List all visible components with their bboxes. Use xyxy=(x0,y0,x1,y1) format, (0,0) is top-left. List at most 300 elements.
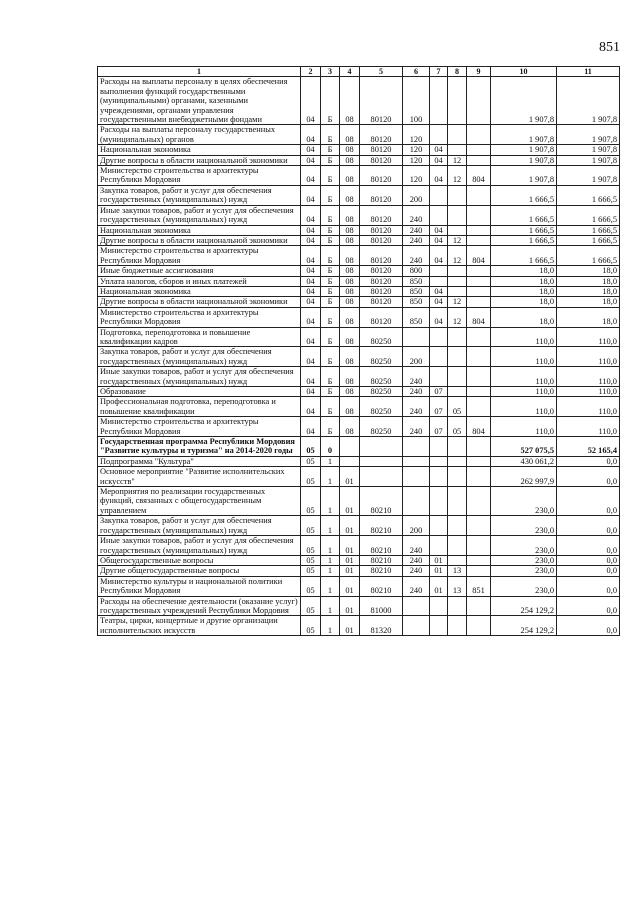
amount-2019: 1 907,8 xyxy=(491,125,557,145)
direction-code: 80210 xyxy=(360,536,403,556)
program-code: Б xyxy=(321,276,340,286)
program-code: 1 xyxy=(321,576,340,596)
program-code: 1 xyxy=(321,616,340,636)
row-description: Иные закупки товаров, работ и услуг для обеспечения государственных (муниципальных) нужд xyxy=(98,536,301,556)
amount-2019: 1 666,5 xyxy=(491,185,557,205)
expense-type-code: 240 xyxy=(403,367,430,387)
section-code: 05 xyxy=(301,437,321,457)
subsection-code xyxy=(448,387,467,397)
row-description: Министерство строительства и архитектуры Республики Мордовия xyxy=(98,166,301,186)
program-code: Б xyxy=(321,77,340,125)
table-header xyxy=(98,67,620,77)
table-row xyxy=(98,327,620,347)
program-code: Б xyxy=(321,266,340,276)
amount-2020: 110,0 xyxy=(557,397,620,417)
amount-2020: 1 907,8 xyxy=(557,155,620,165)
chapter-code: 01 xyxy=(430,576,448,596)
page-number: 851 xyxy=(599,40,620,55)
direction-code: 80120 xyxy=(360,246,403,266)
column-header-8: 8 xyxy=(448,67,467,77)
row-description: Другие вопросы в области национальной экономики xyxy=(98,297,301,307)
column-header-5: 5 xyxy=(360,67,403,77)
chapter-code: 04 xyxy=(430,235,448,245)
program-code: 1 xyxy=(321,456,340,466)
chapter-code xyxy=(430,125,448,145)
amount-2020: 110,0 xyxy=(557,347,620,367)
column-header-10: 10 xyxy=(491,67,557,77)
chapter-code xyxy=(430,437,448,457)
direction-code: 80210 xyxy=(360,555,403,565)
program-code: Б xyxy=(321,286,340,296)
amount-2020: 0,0 xyxy=(557,616,620,636)
subprogram-code: 01 xyxy=(340,576,360,596)
row-description: Иные закупки товаров, работ и услуг для обеспечения государственных (муниципальных) нужд xyxy=(98,367,301,387)
amount-2020: 0,0 xyxy=(557,555,620,565)
column-header-3: 3 xyxy=(321,67,340,77)
section-code: 05 xyxy=(301,516,321,536)
amount-2019: 1 907,8 xyxy=(491,145,557,155)
subsection-code: 12 xyxy=(448,297,467,307)
direction-code: 80120 xyxy=(360,155,403,165)
ministry-code xyxy=(467,555,491,565)
expense-type-code xyxy=(403,467,430,487)
ministry-code: 804 xyxy=(467,246,491,266)
amount-2020: 1 666,5 xyxy=(557,205,620,225)
section-code: 04 xyxy=(301,246,321,266)
subprogram-code: 08 xyxy=(340,77,360,125)
direction-code: 80210 xyxy=(360,576,403,596)
chapter-code xyxy=(430,596,448,616)
direction-code: 80120 xyxy=(360,307,403,327)
direction-code: 80210 xyxy=(360,516,403,536)
direction-code: 81320 xyxy=(360,616,403,636)
chapter-code xyxy=(430,276,448,286)
expense-type-code: 850 xyxy=(403,276,430,286)
table-row xyxy=(98,397,620,417)
row-description: Иные закупки товаров, работ и услуг для обеспечения государственных (муниципальных) нужд xyxy=(98,205,301,225)
amount-2019: 230,0 xyxy=(491,516,557,536)
subsection-code: 13 xyxy=(448,566,467,576)
ministry-code xyxy=(467,145,491,155)
table-row xyxy=(98,155,620,165)
table-row xyxy=(98,417,620,437)
ministry-code xyxy=(467,616,491,636)
subsection-code xyxy=(448,185,467,205)
subsection-code xyxy=(448,456,467,466)
row-description: Национальная экономика xyxy=(98,225,301,235)
table-row xyxy=(98,166,620,186)
section-code: 04 xyxy=(301,205,321,225)
program-code: 1 xyxy=(321,467,340,487)
amount-2020: 0,0 xyxy=(557,536,620,556)
program-code: Б xyxy=(321,367,340,387)
chapter-code xyxy=(430,456,448,466)
amount-2020: 0,0 xyxy=(557,576,620,596)
subprogram-code: 01 xyxy=(340,596,360,616)
direction-code: 80120 xyxy=(360,205,403,225)
table-row xyxy=(98,536,620,556)
expense-type-code xyxy=(403,437,430,457)
table-row xyxy=(98,235,620,245)
column-header-6: 6 xyxy=(403,67,430,77)
table-row xyxy=(98,566,620,576)
chapter-code: 04 xyxy=(430,246,448,266)
column-header-7: 7 xyxy=(430,67,448,77)
section-code: 05 xyxy=(301,566,321,576)
amount-2019: 230,0 xyxy=(491,536,557,556)
row-description: Расходы на обеспечение деятельности (оказание услуг) государственных учреждений Республики Мордовия xyxy=(98,596,301,616)
expense-type-code: 240 xyxy=(403,246,430,266)
expense-type-code: 200 xyxy=(403,516,430,536)
amount-2020: 0,0 xyxy=(557,467,620,487)
table-row xyxy=(98,246,620,266)
program-code: Б xyxy=(321,347,340,367)
section-code: 04 xyxy=(301,276,321,286)
section-code: 04 xyxy=(301,155,321,165)
subsection-code xyxy=(448,266,467,276)
direction-code: 80120 xyxy=(360,286,403,296)
expense-type-code xyxy=(403,487,430,516)
amount-2020: 18,0 xyxy=(557,297,620,307)
ministry-code xyxy=(467,185,491,205)
amount-2020: 18,0 xyxy=(557,276,620,286)
amount-2020: 0,0 xyxy=(557,596,620,616)
ministry-code: 851 xyxy=(467,576,491,596)
chapter-code: 04 xyxy=(430,145,448,155)
subprogram-code: 08 xyxy=(340,145,360,155)
section-code: 04 xyxy=(301,297,321,307)
amount-2019: 18,0 xyxy=(491,286,557,296)
row-description: Закупка товаров, работ и услуг для обеспечения государственных (муниципальных) нужд xyxy=(98,516,301,536)
amount-2020: 18,0 xyxy=(557,307,620,327)
direction-code: 80120 xyxy=(360,276,403,286)
subprogram-code: 08 xyxy=(340,266,360,276)
table-row xyxy=(98,276,620,286)
subsection-code xyxy=(448,487,467,516)
expense-type-code: 120 xyxy=(403,155,430,165)
table-row xyxy=(98,225,620,235)
ministry-code xyxy=(467,456,491,466)
ministry-code xyxy=(467,266,491,276)
table-row xyxy=(98,596,620,616)
subprogram-code: 08 xyxy=(340,397,360,417)
subprogram-code: 01 xyxy=(340,555,360,565)
ministry-code xyxy=(467,347,491,367)
column-header-4: 4 xyxy=(340,67,360,77)
program-code: Б xyxy=(321,145,340,155)
amount-2019: 1 907,8 xyxy=(491,77,557,125)
chapter-code xyxy=(430,77,448,125)
ministry-code xyxy=(467,487,491,516)
row-description: Национальная экономика xyxy=(98,145,301,155)
section-code: 04 xyxy=(301,185,321,205)
amount-2020: 1 666,5 xyxy=(557,235,620,245)
amount-2020: 1 907,8 xyxy=(557,166,620,186)
subsection-code xyxy=(448,276,467,286)
direction-code: 80120 xyxy=(360,297,403,307)
table-row xyxy=(98,297,620,307)
amount-2020: 0,0 xyxy=(557,516,620,536)
ministry-code xyxy=(467,596,491,616)
subprogram-code: 08 xyxy=(340,417,360,437)
amount-2020: 110,0 xyxy=(557,387,620,397)
amount-2020: 110,0 xyxy=(557,417,620,437)
table-row xyxy=(98,516,620,536)
subprogram-code: 08 xyxy=(340,166,360,186)
direction-code: 80250 xyxy=(360,417,403,437)
program-code: 1 xyxy=(321,487,340,516)
direction-code: 80210 xyxy=(360,566,403,576)
amount-2019: 1 907,8 xyxy=(491,166,557,186)
amount-2020: 52 165,4 xyxy=(557,437,620,457)
subsection-code: 12 xyxy=(448,155,467,165)
chapter-code: 04 xyxy=(430,155,448,165)
chapter-code xyxy=(430,516,448,536)
amount-2019: 18,0 xyxy=(491,276,557,286)
section-code: 04 xyxy=(301,266,321,276)
amount-2019: 18,0 xyxy=(491,297,557,307)
amount-2019: 262 997,9 xyxy=(491,467,557,487)
program-code: 1 xyxy=(321,516,340,536)
chapter-code: 04 xyxy=(430,166,448,186)
direction-code: 80120 xyxy=(360,145,403,155)
table-row xyxy=(98,437,620,457)
ministry-code xyxy=(467,387,491,397)
program-code: 1 xyxy=(321,536,340,556)
subsection-code xyxy=(448,286,467,296)
amount-2019: 1 666,5 xyxy=(491,225,557,235)
program-code: Б xyxy=(321,387,340,397)
expense-type-code: 850 xyxy=(403,307,430,327)
subsection-code: 12 xyxy=(448,246,467,266)
budget-table xyxy=(97,66,620,636)
program-code: Б xyxy=(321,185,340,205)
section-code: 04 xyxy=(301,417,321,437)
direction-code: 80120 xyxy=(360,235,403,245)
chapter-code: 04 xyxy=(430,307,448,327)
amount-2019: 230,0 xyxy=(491,555,557,565)
amount-2019: 527 075,5 xyxy=(491,437,557,457)
amount-2020: 18,0 xyxy=(557,286,620,296)
chapter-code: 04 xyxy=(430,225,448,235)
ministry-code xyxy=(467,536,491,556)
subsection-code xyxy=(448,536,467,556)
amount-2020: 0,0 xyxy=(557,456,620,466)
subsection-code xyxy=(448,616,467,636)
table-row xyxy=(98,205,620,225)
chapter-code: 01 xyxy=(430,566,448,576)
row-description: Закупка товаров, работ и услуг для обеспечения государственных (муниципальных) нужд xyxy=(98,185,301,205)
expense-type-code: 240 xyxy=(403,566,430,576)
expense-type-code: 240 xyxy=(403,387,430,397)
amount-2020: 1 907,8 xyxy=(557,145,620,155)
program-code: Б xyxy=(321,235,340,245)
expense-type-code xyxy=(403,596,430,616)
direction-code xyxy=(360,456,403,466)
amount-2019: 254 129,2 xyxy=(491,596,557,616)
direction-code: 80250 xyxy=(360,327,403,347)
subsection-code xyxy=(448,596,467,616)
program-code: 1 xyxy=(321,596,340,616)
section-code: 05 xyxy=(301,467,321,487)
amount-2020: 110,0 xyxy=(557,327,620,347)
subsection-code: 12 xyxy=(448,235,467,245)
subprogram-code: 08 xyxy=(340,225,360,235)
row-description: Основное мероприятие "Развитие исполнительских искусств" xyxy=(98,467,301,487)
table-row xyxy=(98,307,620,327)
section-code: 04 xyxy=(301,225,321,235)
table-row xyxy=(98,286,620,296)
subsection-code xyxy=(448,205,467,225)
ministry-code xyxy=(467,397,491,417)
section-code: 05 xyxy=(301,536,321,556)
amount-2019: 1 907,8 xyxy=(491,155,557,165)
chapter-code: 07 xyxy=(430,417,448,437)
expense-type-code: 200 xyxy=(403,347,430,367)
subprogram-code: 08 xyxy=(340,347,360,367)
subsection-code xyxy=(448,367,467,387)
amount-2019: 230,0 xyxy=(491,487,557,516)
program-code: Б xyxy=(321,166,340,186)
subsection-code xyxy=(448,225,467,235)
direction-code: 80250 xyxy=(360,367,403,387)
subsection-code xyxy=(448,125,467,145)
chapter-code xyxy=(430,266,448,276)
section-code: 05 xyxy=(301,456,321,466)
row-description: Уплата налогов, сборов и иных платежей xyxy=(98,276,301,286)
section-code: 05 xyxy=(301,596,321,616)
section-code: 04 xyxy=(301,125,321,145)
subsection-code xyxy=(448,347,467,367)
row-description: Министерство строительства и архитектуры Республики Мордовия xyxy=(98,246,301,266)
table-row xyxy=(98,145,620,155)
subsection-code xyxy=(448,77,467,125)
program-code: Б xyxy=(321,327,340,347)
expense-type-code xyxy=(403,616,430,636)
row-description: Подготовка, переподготовка и повышение квалификации кадров xyxy=(98,327,301,347)
direction-code: 80250 xyxy=(360,387,403,397)
table-row xyxy=(98,185,620,205)
subprogram-code: 08 xyxy=(340,297,360,307)
row-description: Расходы на выплаты персоналу в целях обеспечения выполнения функций государственными (муниципальными) органами, казенными учреждениями, органами управления государственными внебюджетными фондами xyxy=(98,77,301,125)
section-code: 04 xyxy=(301,397,321,417)
amount-2019: 1 666,5 xyxy=(491,205,557,225)
ministry-code xyxy=(467,566,491,576)
column-header-9: 9 xyxy=(467,67,491,77)
program-code: 0 xyxy=(321,437,340,457)
expense-type-code: 240 xyxy=(403,576,430,596)
amount-2019: 110,0 xyxy=(491,367,557,387)
ministry-code xyxy=(467,155,491,165)
amount-2019: 230,0 xyxy=(491,566,557,576)
section-code: 04 xyxy=(301,387,321,397)
subsection-code: 12 xyxy=(448,307,467,327)
table-row xyxy=(98,347,620,367)
section-code: 05 xyxy=(301,576,321,596)
ministry-code xyxy=(467,77,491,125)
amount-2019: 1 666,5 xyxy=(491,235,557,245)
row-description: Государственная программа Республики Мордовия "Развитие культуры и туризма" на 2014-2020 годы xyxy=(98,437,301,457)
expense-type-code xyxy=(403,327,430,347)
direction-code: 80120 xyxy=(360,225,403,235)
column-header-11: 11 xyxy=(557,67,620,77)
expense-type-code xyxy=(403,456,430,466)
chapter-code xyxy=(430,536,448,556)
ministry-code xyxy=(467,516,491,536)
row-description: Расходы на выплаты персоналу государственных (муниципальных) органов xyxy=(98,125,301,145)
row-description: Образование xyxy=(98,387,301,397)
program-code: Б xyxy=(321,246,340,266)
subprogram-code: 08 xyxy=(340,387,360,397)
subprogram-code: 08 xyxy=(340,286,360,296)
program-code: Б xyxy=(321,307,340,327)
expense-type-code: 120 xyxy=(403,125,430,145)
ministry-code xyxy=(467,225,491,235)
subsection-code xyxy=(448,467,467,487)
subprogram-code: 08 xyxy=(340,155,360,165)
subprogram-code: 01 xyxy=(340,536,360,556)
subprogram-code: 08 xyxy=(340,185,360,205)
section-code: 04 xyxy=(301,307,321,327)
subprogram-code: 01 xyxy=(340,566,360,576)
amount-2020: 110,0 xyxy=(557,367,620,387)
section-code: 04 xyxy=(301,145,321,155)
section-code: 04 xyxy=(301,347,321,367)
expense-type-code: 240 xyxy=(403,235,430,245)
program-code: Б xyxy=(321,397,340,417)
table-row xyxy=(98,125,620,145)
program-code: Б xyxy=(321,417,340,437)
direction-code: 80250 xyxy=(360,397,403,417)
ministry-code xyxy=(467,367,491,387)
row-description: Иные бюджетные ассигнования xyxy=(98,266,301,276)
amount-2019: 110,0 xyxy=(491,387,557,397)
subsection-code xyxy=(448,145,467,155)
program-code: Б xyxy=(321,205,340,225)
amount-2020: 1 666,5 xyxy=(557,225,620,235)
amount-2019: 18,0 xyxy=(491,266,557,276)
direction-code: 81000 xyxy=(360,596,403,616)
row-description: Профессиональная подготовка, переподготовка и повышение квалификации xyxy=(98,397,301,417)
amount-2019: 430 061,2 xyxy=(491,456,557,466)
ministry-code xyxy=(467,125,491,145)
row-description: Другие вопросы в области национальной экономики xyxy=(98,235,301,245)
section-code: 04 xyxy=(301,367,321,387)
expense-type-code: 240 xyxy=(403,397,430,417)
section-code: 04 xyxy=(301,166,321,186)
ministry-code xyxy=(467,297,491,307)
section-code: 04 xyxy=(301,77,321,125)
table-row xyxy=(98,266,620,276)
chapter-code xyxy=(430,487,448,516)
amount-2019: 110,0 xyxy=(491,347,557,367)
chapter-code xyxy=(430,327,448,347)
row-description: Министерство строительства и архитектуры Республики Мордовия xyxy=(98,307,301,327)
section-code: 05 xyxy=(301,616,321,636)
amount-2020: 1 907,8 xyxy=(557,77,620,125)
program-code: Б xyxy=(321,225,340,235)
ministry-code xyxy=(467,276,491,286)
expense-type-code: 240 xyxy=(403,417,430,437)
program-code: Б xyxy=(321,155,340,165)
amount-2019: 110,0 xyxy=(491,417,557,437)
expense-type-code: 120 xyxy=(403,145,430,155)
direction-code: 80120 xyxy=(360,266,403,276)
subprogram-code xyxy=(340,437,360,457)
expense-type-code: 850 xyxy=(403,297,430,307)
direction-code xyxy=(360,467,403,487)
section-code: 04 xyxy=(301,235,321,245)
